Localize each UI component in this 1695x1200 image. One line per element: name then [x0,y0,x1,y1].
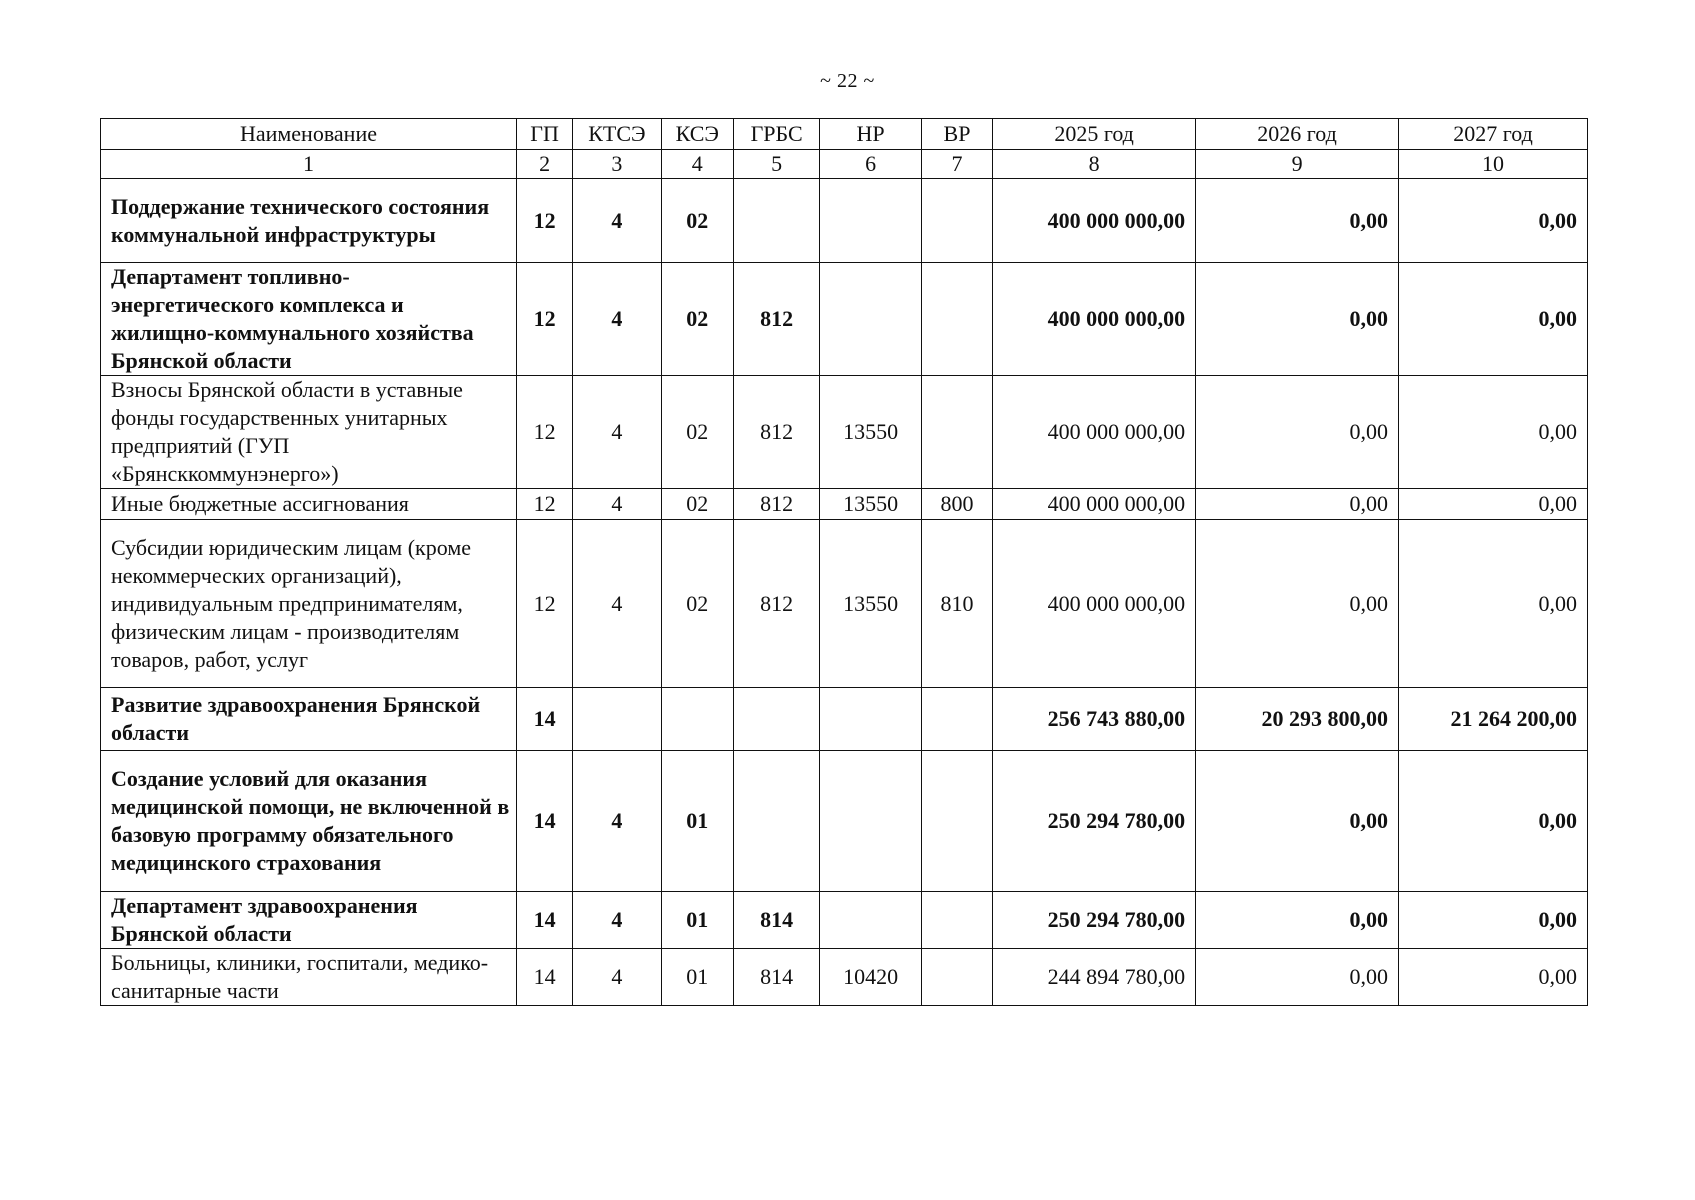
cell-nr: 13550 [820,520,921,688]
cell-grbs: 814 [733,949,819,1006]
cell-ktse: 4 [573,520,661,688]
cell-amount-2026: 0,00 [1196,892,1399,949]
cell-name: Субсидии юридическим лицам (кроме некоммерческих организаций), индивидуальным предпринимателям, физическим лицам - производителям товаров, работ, услуг [101,520,517,688]
cell-amount-2025: 256 743 880,00 [993,688,1196,751]
cell-nr [820,688,921,751]
header-grbs: ГРБС [733,119,819,150]
cell-ktse: 4 [573,949,661,1006]
cell-kse: 02 [661,489,733,520]
cell-ktse: 4 [573,179,661,263]
cell-nr [820,892,921,949]
cell-name: Развитие здравоохранения Брянской области [101,688,517,751]
column-number: 8 [993,150,1196,179]
header-row [101,119,1588,150]
cell-grbs [733,179,819,263]
cell-vr: 800 [921,489,992,520]
cell-vr [921,263,992,376]
cell-grbs: 812 [733,376,819,489]
cell-amount-2026: 0,00 [1196,179,1399,263]
cell-kse: 02 [661,376,733,489]
cell-nr: 13550 [820,376,921,489]
cell-amount-2025: 400 000 000,00 [993,179,1196,263]
header-2027: 2027 год [1399,119,1588,150]
cell-grbs: 814 [733,892,819,949]
cell-amount-2025: 400 000 000,00 [993,376,1196,489]
cell-kse: 01 [661,751,733,892]
cell-amount-2026: 0,00 [1196,263,1399,376]
cell-amount-2025: 250 294 780,00 [993,892,1196,949]
cell-amount-2025: 400 000 000,00 [993,489,1196,520]
cell-gp: 12 [516,520,572,688]
cell-ktse [573,688,661,751]
cell-name: Департамент топливно-энергетического комплекса и жилищно-коммунального хозяйства Брянской области [101,263,517,376]
header-gp: ГП [516,119,572,150]
cell-vr: 810 [921,520,992,688]
cell-ktse: 4 [573,489,661,520]
cell-vr [921,892,992,949]
cell-amount-2027: 21 264 200,00 [1399,688,1588,751]
cell-amount-2025: 400 000 000,00 [993,520,1196,688]
cell-nr [820,751,921,892]
cell-name: Иные бюджетные ассигнования [101,489,517,520]
cell-gp: 14 [516,892,572,949]
header-name: Наименование [101,119,517,150]
cell-amount-2027: 0,00 [1399,376,1588,489]
table-row [101,688,1588,751]
cell-grbs [733,688,819,751]
cell-kse [661,688,733,751]
header-nr: НР [820,119,921,150]
cell-grbs [733,751,819,892]
column-number: 7 [921,150,992,179]
cell-kse: 01 [661,949,733,1006]
header-vr: ВР [921,119,992,150]
cell-amount-2026: 0,00 [1196,949,1399,1006]
column-number: 9 [1196,150,1399,179]
cell-vr [921,688,992,751]
cell-amount-2025: 400 000 000,00 [993,263,1196,376]
header-ktse: КТСЭ [573,119,661,150]
page-number: ~ 22 ~ [820,70,875,92]
cell-name: Взносы Брянской области в уставные фонды государственных унитарных предприятий (ГУП «Брянсккоммунэнерго») [101,376,517,489]
cell-ktse: 4 [573,376,661,489]
cell-amount-2027: 0,00 [1399,520,1588,688]
cell-nr: 10420 [820,949,921,1006]
table-row [101,376,1588,489]
cell-amount-2025: 244 894 780,00 [993,949,1196,1006]
column-number: 3 [573,150,661,179]
cell-vr [921,376,992,489]
cell-name: Департамент здравоохранения Брянской области [101,892,517,949]
cell-gp: 12 [516,179,572,263]
column-number-row [101,150,1588,179]
cell-amount-2027: 0,00 [1399,489,1588,520]
column-number: 2 [516,150,572,179]
cell-name: Поддержание технического состояния коммунальной инфраструктуры [101,179,517,263]
cell-gp: 14 [516,688,572,751]
cell-amount-2025: 250 294 780,00 [993,751,1196,892]
cell-vr [921,949,992,1006]
cell-nr [820,263,921,376]
cell-amount-2026: 20 293 800,00 [1196,688,1399,751]
cell-grbs: 812 [733,489,819,520]
cell-ktse: 4 [573,892,661,949]
cell-amount-2027: 0,00 [1399,949,1588,1006]
column-number: 4 [661,150,733,179]
column-number: 5 [733,150,819,179]
cell-amount-2026: 0,00 [1196,489,1399,520]
cell-amount-2027: 0,00 [1399,892,1588,949]
cell-ktse: 4 [573,751,661,892]
cell-kse: 02 [661,520,733,688]
cell-name: Создание условий для оказания медицинской помощи, не включенной в базовую программу обязательного медицинского страхования [101,751,517,892]
table-row [101,751,1588,892]
cell-nr [820,179,921,263]
column-number: 6 [820,150,921,179]
table-body [101,179,1588,1006]
budget-table [100,118,1588,1006]
cell-amount-2027: 0,00 [1399,179,1588,263]
table-row [101,520,1588,688]
cell-gp: 14 [516,751,572,892]
table-row [101,263,1588,376]
column-number: 10 [1399,150,1588,179]
header-2026: 2026 год [1196,119,1399,150]
cell-gp: 14 [516,949,572,1006]
cell-amount-2026: 0,00 [1196,520,1399,688]
table-row [101,892,1588,949]
table-row [101,489,1588,520]
header-2025: 2025 год [993,119,1196,150]
cell-amount-2026: 0,00 [1196,376,1399,489]
cell-name: Больницы, клиники, госпитали, медико-санитарные части [101,949,517,1006]
header-kse: КСЭ [661,119,733,150]
cell-kse: 02 [661,263,733,376]
table-header [101,119,1588,179]
cell-kse: 01 [661,892,733,949]
column-number: 1 [101,150,517,179]
cell-vr [921,179,992,263]
cell-gp: 12 [516,376,572,489]
table-row [101,179,1588,263]
cell-gp: 12 [516,489,572,520]
cell-grbs: 812 [733,263,819,376]
cell-amount-2026: 0,00 [1196,751,1399,892]
cell-nr: 13550 [820,489,921,520]
cell-amount-2027: 0,00 [1399,751,1588,892]
cell-gp: 12 [516,263,572,376]
cell-kse: 02 [661,179,733,263]
cell-grbs: 812 [733,520,819,688]
cell-amount-2027: 0,00 [1399,263,1588,376]
cell-ktse: 4 [573,263,661,376]
cell-vr [921,751,992,892]
table-row [101,949,1588,1006]
